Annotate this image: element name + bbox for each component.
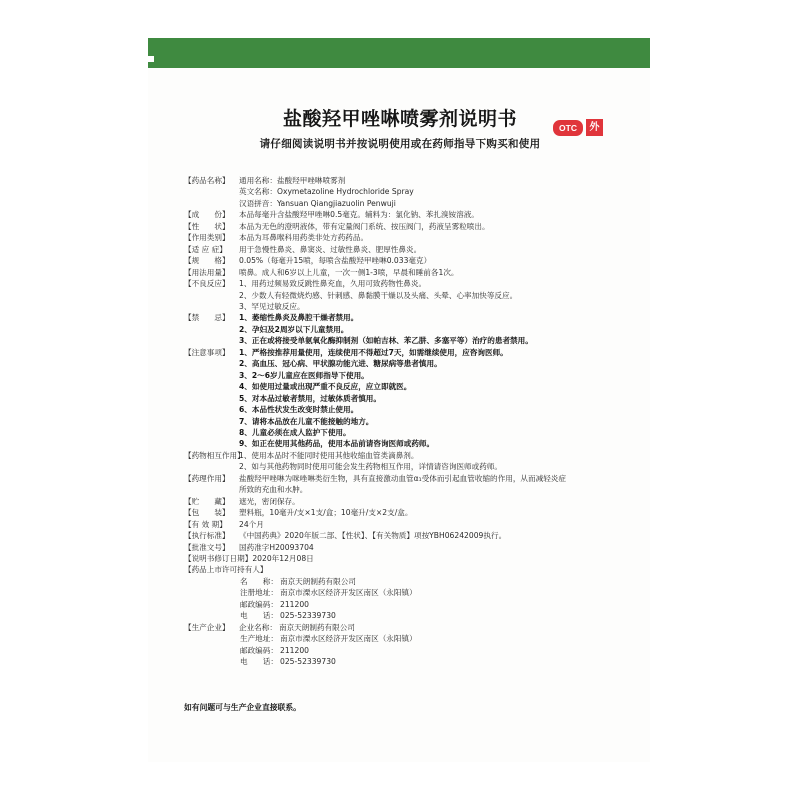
section-label: 【规 格】 <box>184 256 230 266</box>
section-dosage <box>184 267 624 278</box>
section-label: 【成 份】 <box>184 210 230 220</box>
section-content <box>239 473 624 496</box>
section-label: 【注意事项】 <box>184 347 230 357</box>
page-title: 盐酸羟甲唑啉喷雾剂说明书 <box>282 108 517 130</box>
section-interaction <box>184 450 624 473</box>
footer-note: 如有问题可与生产企业直接联系。 <box>184 703 301 712</box>
list-item: 1、严格按推荐用量使用，连续使用不得超过7天，如需继续使用，应咨询医师。 <box>239 347 508 357</box>
section-content <box>239 278 624 312</box>
section-label: 【包 装】 <box>184 508 230 518</box>
field-key: 企业名称： <box>239 622 277 632</box>
section-text: 本品每毫升含盐酸羟甲唑啉0.5毫克。辅料为：氯化钠、苯扎溴铵溶液。 <box>239 210 479 220</box>
list-item: 6、本品性状发生改变时禁止使用。 <box>239 405 359 415</box>
section-label: 【药品名称】 <box>184 176 230 185</box>
field-value: 211200 <box>280 599 309 609</box>
section-label: 【贮 藏】 <box>184 496 230 506</box>
page-subtitle: 请仔细阅读说明书并按说明使用或在药师指导下购买和使用 <box>259 138 541 150</box>
field-key: 注册地址： <box>240 588 278 598</box>
section-text: 本品为耳鼻喉科用药类非处方药药品。 <box>239 233 369 243</box>
manufacturer-zip-row <box>184 645 624 656</box>
section-label: 【药理作用】 <box>184 473 230 483</box>
manufacturer-tel-row <box>184 656 624 667</box>
field-key: 名 称： <box>240 576 278 586</box>
section-label: 【作用类别】 <box>184 233 230 243</box>
otc-badge: OTC <box>553 120 583 136</box>
section-content <box>239 312 624 346</box>
leaflet-body <box>184 175 624 667</box>
section-text: 2020年12月08日 <box>252 553 314 563</box>
section-label: 【药物相互作用】 <box>184 450 245 460</box>
section-appearance <box>184 221 624 232</box>
list-item: 3、正在或将接受单氨氧化酶抑制剂（如帕吉林、苯乙肼、多塞平等）治疗的患者禁用。 <box>239 336 533 346</box>
section-content <box>239 450 624 473</box>
field-value: 025-52339730 <box>280 611 336 621</box>
section-label: 【生产企业】 <box>184 622 230 632</box>
section-indication <box>184 244 624 255</box>
english-name: 英文名称：Oxymetazoline Hydrochloride Spray <box>239 187 414 197</box>
section-package <box>184 507 624 518</box>
section-validity <box>184 519 624 530</box>
section-content <box>239 175 624 209</box>
holder-tel-row <box>184 610 624 621</box>
pinyin-name: 汉语拼音：Yansuan Qiangjiazuolin Penwuji <box>239 198 396 208</box>
manufacturer-name-row <box>184 622 624 633</box>
section-label: 【有 效 期】 <box>184 519 227 529</box>
holder-label: 【药品上市许可持有人】 <box>184 565 268 575</box>
list-item: 2、少数人有轻微烧灼感、针刺感、鼻黏膜干燥以及头痛、头晕、心率加快等反应。 <box>239 290 518 300</box>
section-label: 【性 状】 <box>184 221 230 231</box>
section-label: 【禁 忌】 <box>184 313 230 323</box>
band-notch <box>148 56 154 62</box>
section-text: 喷鼻。成人和6岁以上儿童，一次一侧1-3喷，早晨和睡前各1次。 <box>239 267 459 277</box>
holder-name-row <box>184 576 624 587</box>
field-value: 025-52339730 <box>280 657 336 667</box>
generic-name: 通用名称：盐酸羟甲唑啉喷雾剂 <box>239 176 346 185</box>
list-item: 7、请将本品放在儿童不能接触的地方。 <box>239 416 374 426</box>
section-text: 24个月 <box>239 519 264 529</box>
holder-address-row <box>184 587 624 598</box>
section-label: 【批准文号】 <box>184 542 230 552</box>
section-text: 国药准字H20093704 <box>239 542 314 552</box>
section-composition <box>184 209 624 220</box>
list-item: 2、如与其他药物同时使用可能会发生药物相互作用，详情请咨询医师或药师。 <box>239 462 503 472</box>
field-key: 邮政编码： <box>240 645 278 655</box>
list-item: 3、罕见过敏反应。 <box>239 301 305 311</box>
pharmacology-line-2: 所致的充血和水肿。 <box>239 485 308 495</box>
section-content <box>239 347 624 450</box>
section-precautions <box>184 347 624 450</box>
section-label: 【不良反应】 <box>184 279 230 289</box>
section-revision <box>184 553 624 564</box>
list-item: 8、儿童必须在成人监护下使用。 <box>239 427 351 437</box>
external-use-badge: 外 <box>586 119 603 136</box>
list-item: 5、对本品过敏者禁用，过敏体质者慎用。 <box>239 393 381 403</box>
section-category <box>184 232 624 243</box>
pharmacology-line-1: 盐酸羟甲唑啉为咪唑啉类衍生物，具有直接激动血管α₁受体而引起血管收缩的作用，从而减轻炎症 <box>239 473 566 483</box>
manufacturer-address-row <box>184 633 624 644</box>
section-name <box>184 175 624 209</box>
section-text: 遮光，密闭保存。 <box>239 496 300 506</box>
section-adverse <box>184 278 624 312</box>
field-key: 电 话： <box>240 611 278 621</box>
field-key: 邮政编码： <box>240 599 278 609</box>
list-item: 2、孕妇及2周岁以下儿童禁用。 <box>239 324 349 334</box>
field-key: 生产地址： <box>240 634 278 644</box>
section-approval <box>184 542 624 553</box>
section-label: 【适 应 症】 <box>184 244 227 254</box>
list-item: 3、2～6岁儿童应在医师指导下使用。 <box>239 370 369 380</box>
field-value: 南京天朗制药有限公司 <box>280 576 356 586</box>
section-pharmacology <box>184 473 624 496</box>
list-item: 1、萎缩性鼻炎及鼻腔干燥者禁用。 <box>239 313 359 323</box>
section-text: 用于急慢性鼻炎、鼻窦炎、过敏性鼻炎、肥厚性鼻炎。 <box>239 244 422 254</box>
top-green-band <box>148 38 650 68</box>
field-value: 南京市溧水区经济开发区南区（永阳镇） <box>280 588 417 598</box>
section-standard <box>184 530 624 541</box>
section-text: 《中国药典》2020年版二部、【性状】、【有关物质】项按YBH06242009执行。 <box>239 531 507 541</box>
field-value: 211200 <box>280 645 309 655</box>
list-item: 1、使用本品时不能同时使用其他收缩血管类滴鼻剂。 <box>239 450 419 460</box>
holder-zip-row <box>184 599 624 610</box>
list-item: 9、如正在使用其他药品，使用本品前请咨询医师或药师。 <box>239 439 435 449</box>
list-item: 4、如使用过量或出现严重不良反应，应立即就医。 <box>239 382 412 392</box>
section-label: 【说明书修订日期】 <box>184 553 253 563</box>
section-storage <box>184 496 624 507</box>
section-label: 【用法用量】 <box>184 267 230 277</box>
section-label: 【执行标准】 <box>184 531 230 541</box>
list-item: 1、用药过频易致反跳性鼻充血，久用可致药物性鼻炎。 <box>239 279 427 289</box>
field-key: 电 话： <box>240 657 278 667</box>
section-text: 本品为无色的澄明液体，带有定量阀门系统、按压阀门，药液呈雾粒喷出。 <box>239 221 490 231</box>
section-text: 0.05%（每毫升15喷，每喷含盐酸羟甲唑啉0.033毫克） <box>239 256 432 266</box>
list-item: 2、高血压、冠心病、甲状腺功能亢进、糖尿病等患者慎用。 <box>239 359 442 369</box>
section-contraindications <box>184 312 624 346</box>
field-value: 南京市溧水区经济开发区南区（永阳镇） <box>280 634 417 644</box>
manufacturer-name-line <box>239 622 624 633</box>
section-spec <box>184 255 624 266</box>
field-value: 南京天朗制药有限公司 <box>279 622 355 632</box>
section-text: 塑料瓶，10毫升/支×1支/盒；10毫升/支×2支/盒。 <box>239 508 413 518</box>
